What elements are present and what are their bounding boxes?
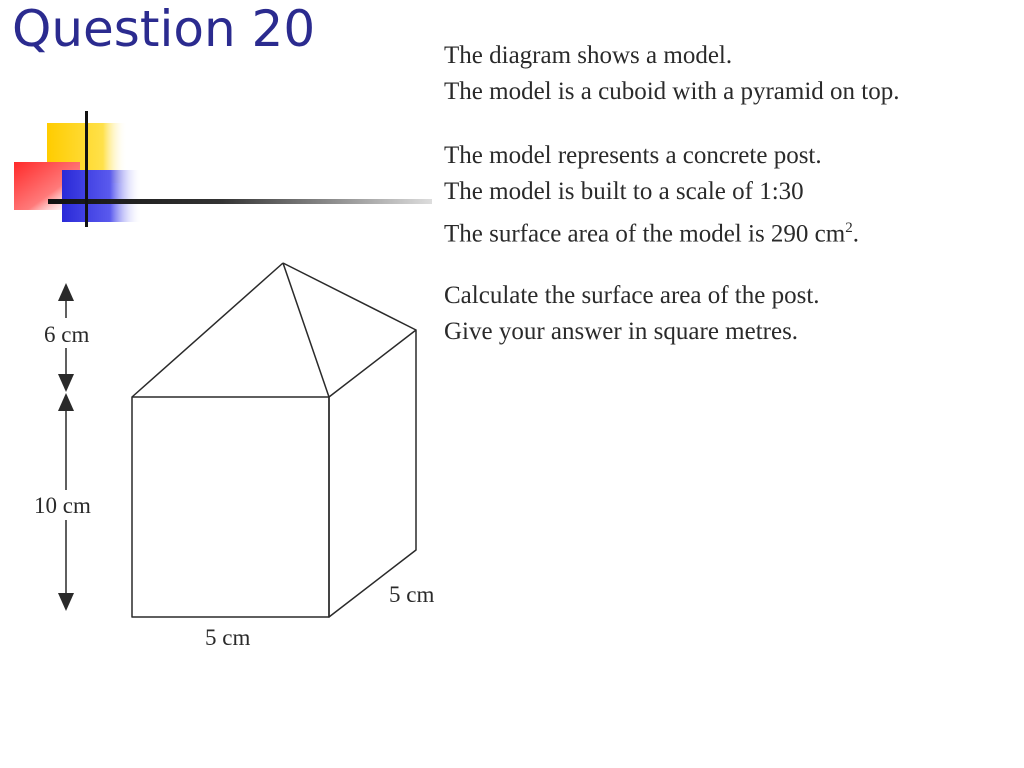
pyramid-edge-left [132, 263, 283, 397]
intro-line-1: The diagram shows a model. [444, 42, 733, 69]
page-title: Question 20 [12, 0, 316, 58]
surface-area-period: . [852, 220, 859, 248]
model-diagram [0, 0, 470, 670]
intro-text [444, 38, 899, 110]
arrow-up-icon [58, 283, 74, 301]
width-label: 5 cm [205, 625, 251, 650]
task-line-1: Calculate the surface area of the post. [444, 282, 820, 309]
model-line-2: The model is built to a scale of 1:30 [444, 178, 804, 205]
task-text [444, 278, 820, 350]
surface-area-text: The surface area of the model is 290 cm [444, 220, 846, 248]
depth-label: 5 cm [389, 582, 435, 607]
cuboid-height-label: 10 cm [34, 493, 91, 518]
task-line-2: Give your answer in square metres. [444, 318, 799, 345]
intro-line-2: The model is a cuboid with a pyramid on top. [444, 78, 900, 105]
arrow-down-icon [58, 374, 74, 392]
surface-area-line [444, 210, 859, 252]
arrow-up-icon [58, 393, 74, 411]
arrow-down-icon [58, 593, 74, 611]
model-line-1: The model represents a concrete post. [444, 142, 822, 169]
cuboid-side-face [329, 330, 416, 617]
cuboid-front-face [132, 397, 329, 617]
model-text [444, 138, 859, 252]
surface-area-exponent: 2 [845, 220, 853, 236]
pyramid-height-label: 6 cm [44, 322, 90, 347]
